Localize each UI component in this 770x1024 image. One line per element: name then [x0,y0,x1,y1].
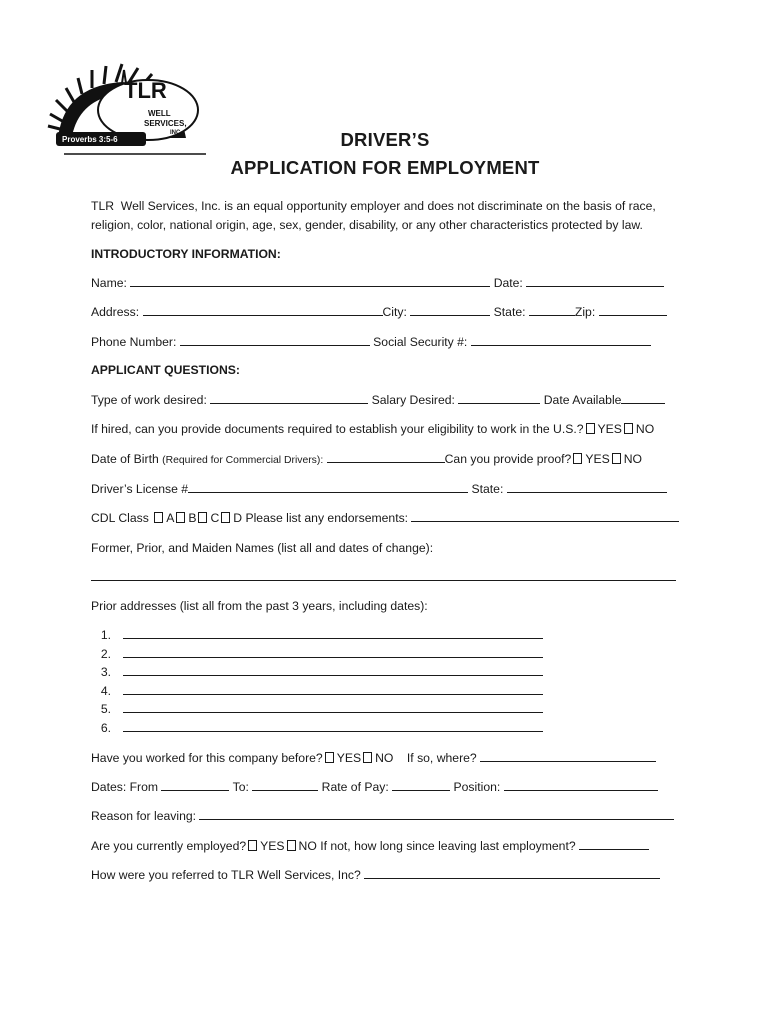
address-label: Address: [91,305,140,319]
svg-text:SERVICES,: SERVICES, [144,119,187,128]
cdl-row [91,510,679,526]
salary-label: Salary Desired: [371,393,455,407]
employed-no-checkbox[interactable] [287,840,296,851]
date-available-field[interactable] [621,392,665,404]
if-so-where-field[interactable] [480,750,656,762]
license-row [91,481,667,497]
no-label: NO [375,751,394,765]
former-names-label: Former, Prior, and Maiden Names (list all and dates of change): [91,541,434,555]
to-field[interactable] [252,779,318,791]
cdl-a-label: A [166,511,175,525]
no-label: NO [298,839,317,853]
employed-row [91,838,649,854]
work-row [91,392,665,408]
item-number: 4. [100,684,111,698]
state-field[interactable] [529,304,575,316]
currently-employed-label: Are you currently employed? [91,839,247,853]
yes-label: YES [260,839,285,853]
svg-text:WELL: WELL [148,109,171,118]
dob-field[interactable] [327,451,445,463]
eligibility-no-checkbox[interactable] [624,423,633,434]
svg-text:TLR: TLR [124,78,167,103]
phone-row [91,334,651,350]
no-label: NO [635,422,655,436]
prior-address-field-1[interactable] [123,627,543,639]
rate-of-pay-label: Rate of Pay: [321,780,389,794]
prior-address-item [91,720,543,736]
prior-address-item [91,664,543,680]
referred-label: How were you referred to TLR Well Services, Inc? [91,868,361,882]
reason-row [91,808,674,824]
dates-from-field[interactable] [161,779,229,791]
intro-line-1: TLR Well Services, Inc. is an equal opportunity employer and does not discriminate on the basis of race, [91,199,656,213]
yes-label: YES [597,422,622,436]
ssn-label: Social Security #: [373,335,468,349]
cdl-b-label: B [188,511,197,525]
rate-of-pay-field[interactable] [392,779,450,791]
dates-from-label: Dates: From [91,780,159,794]
date-available-label: Date Available [543,393,622,407]
zip-label: Zip: [574,305,596,319]
license-field[interactable] [188,481,468,493]
svg-text:INC.: INC. [170,130,182,136]
prior-address-field-5[interactable] [123,701,543,713]
cdl-b-checkbox[interactable] [176,512,185,523]
cdl-a-checkbox[interactable] [154,512,163,523]
dob-row [91,451,642,469]
prior-address-field-4[interactable] [123,683,543,695]
address-field[interactable] [143,304,383,316]
city-label: City: [382,305,407,319]
cdl-d-checkbox[interactable] [221,512,230,523]
phone-label: Phone Number: [91,335,177,349]
prior-addresses-label: Prior addresses (list all from the past 3 years, including dates): [91,599,428,613]
name-field[interactable] [130,275,490,287]
prior-address-item [91,683,543,699]
prior-address-item [91,627,543,643]
if-so-where-label: If so, where? [406,751,477,765]
eligibility-yes-checkbox[interactable] [586,423,595,434]
prior-address-field-2[interactable] [123,646,543,658]
form-title-line1: DRIVER’S [340,129,430,150]
salary-field[interactable] [458,392,540,404]
proof-label: Can you provide proof? [444,452,572,466]
intro-line-2: religion, color, national origin, age, sex, gender, disability, or any other characteristics protected by law. [91,218,643,232]
worked-before-row [91,750,656,766]
license-state-label: State: [471,482,504,496]
how-long-label: If not, how long since leaving last employment? [320,839,576,853]
eligibility-label: If hired, can you provide documents required to establish your eligibility to work in the U.S.? [91,422,584,436]
how-long-field[interactable] [579,838,649,850]
position-label: Position: [453,780,501,794]
endorsements-field[interactable] [411,510,679,522]
to-label: To: [232,780,249,794]
dates-row [91,779,658,795]
endorsements-label: D Please list any endorsements: [233,511,409,525]
proof-yes-checkbox[interactable] [573,453,582,464]
section-introductory: INTRODUCTORY INFORMATION: [91,247,281,261]
type-of-work-label: Type of work desired: [91,393,207,407]
no-label: NO [623,452,642,466]
license-label: Driver’s License # [91,482,189,496]
phone-field[interactable] [180,334,370,346]
eligibility-row [91,421,654,437]
item-number: 6. [100,721,111,735]
former-names-field[interactable] [91,569,676,581]
prior-address-field-6[interactable] [123,720,543,732]
dob-label: Date of Birth [91,452,159,466]
name-label: Name: [91,276,127,290]
form-title-line2: APPLICATION FOR EMPLOYMENT [230,157,540,178]
cdl-c-label: C [210,511,220,525]
yes-label: YES [585,452,610,466]
ssn-field[interactable] [471,334,651,346]
name-row [91,275,664,291]
worked-yes-checkbox[interactable] [325,752,334,763]
address-row [91,304,667,320]
date-label: Date: [493,276,523,290]
item-number: 1. [100,628,111,642]
prior-address-field-3[interactable] [123,664,543,676]
section-questions: APPLICANT QUESTIONS: [91,363,240,377]
employed-yes-checkbox[interactable] [248,840,257,851]
former-names-row [91,569,676,585]
cdl-class-label: CDL Class [91,511,149,525]
type-of-work-field[interactable] [210,392,368,404]
position-field[interactable] [504,779,658,791]
worked-no-checkbox[interactable] [363,752,372,763]
item-number: 5. [100,702,111,716]
svg-text:Proverbs 3:5-6: Proverbs 3:5-6 [62,135,118,144]
yes-label: YES [336,751,362,765]
proof-no-checkbox[interactable] [612,453,621,464]
dob-note: (Required for Commercial Drivers): [162,455,324,466]
item-number: 3. [100,665,111,679]
cdl-c-checkbox[interactable] [198,512,207,523]
date-field[interactable] [526,275,664,287]
city-field[interactable] [410,304,490,316]
prior-address-item [91,701,543,717]
worked-before-label: Have you worked for this company before? [91,751,323,765]
item-number: 2. [100,647,111,661]
reason-leaving-field[interactable] [199,808,674,820]
license-state-field[interactable] [507,481,667,493]
referred-field[interactable] [364,867,660,879]
state-label: State: [493,305,526,319]
zip-field[interactable] [599,304,667,316]
prior-address-item [91,646,543,662]
reason-leaving-label: Reason for leaving: [91,809,197,823]
referred-row [91,867,660,883]
